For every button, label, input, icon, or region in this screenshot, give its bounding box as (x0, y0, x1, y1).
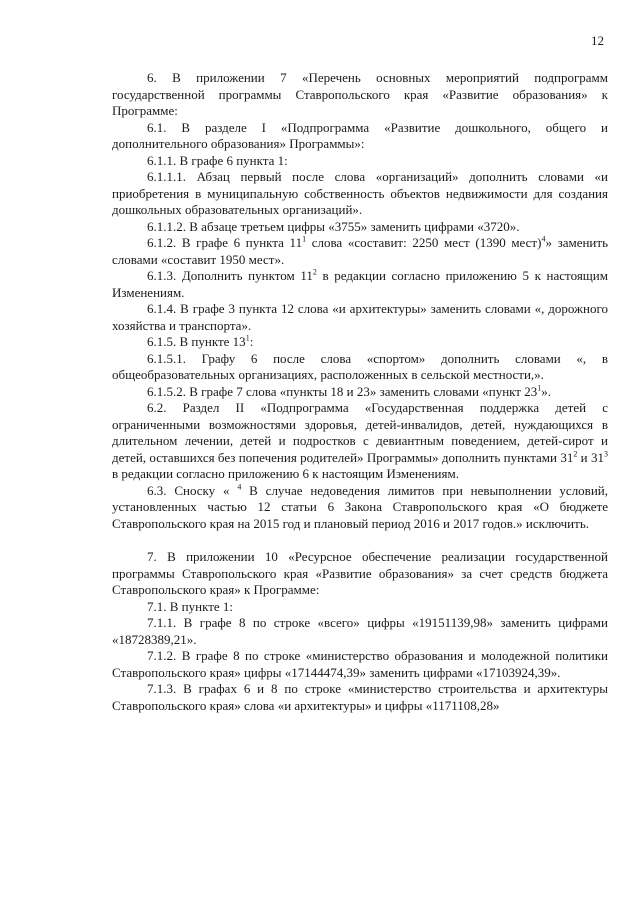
paragraph: 6.1.5.1. Графу 6 после слова «спортом» дополнить словами «, в общеобразовательных организациях, расположенных в сельской местности,». (112, 350, 608, 382)
superscript: 1 (537, 383, 542, 393)
text-run: 6.1.2. В графе 6 пункта 11 (147, 235, 303, 250)
paragraph: 7.1.1. В графе 8 по строке «всего» цифры «19151139,98» заменить цифрами «18728389,21». (112, 615, 608, 647)
superscript: 4 (541, 234, 546, 244)
document-body (112, 70, 608, 714)
text-run: 6.1.5.2. В графе 7 слова «пункты 18 и 23» заменить словами «пункт 23 (147, 383, 538, 399)
text-run: ». (541, 383, 551, 399)
superscript: 3 (604, 449, 608, 459)
superscript: 1 (302, 234, 307, 244)
text-run: слова «составит: 2250 мест (1390 мест) (306, 235, 542, 250)
superscript: 1 (245, 333, 250, 343)
paragraph (112, 268, 608, 301)
paragraph: 7.1.3. В графах 6 и 8 по строке «министерство строительства и архитектуры Ставропольского края» слова «и архитектуры» и цифры «1171108,28» (112, 681, 608, 713)
paragraph: 7.1.2. В графе 8 по строке «министерство образования и молодежной политики Ставропольского края» цифры «17144474,39» заменить цифрами «17103924,39». (112, 648, 608, 680)
paragraph (112, 334, 608, 351)
paragraph: 6.1.1.2. В абзаце третьем цифры «3755» заменить цифрами «3720». (147, 218, 520, 234)
superscript: 2 (573, 449, 578, 459)
paragraph (112, 483, 608, 533)
paragraph: 6.1.1.1. Абзац первый после слова «организаций» дополнить словами «и приобретения в муниципальную собственность объектов недвижимости для создания дошкольных образовательных организаций». (112, 169, 608, 217)
text-run: 6.3. Сноску « (147, 482, 238, 498)
paragraph: 6.1.1. В графе 6 пункта 1: (147, 152, 288, 168)
paragraph: 6. В приложении 7 «Перечень основных мероприятий подпрограмм государственной программы Ставропольского края «Развитие образования» к Программе: (112, 70, 608, 118)
text-run: в редакции согласно приложению 5 к настоящим Изменениям. (112, 268, 608, 300)
page-number: 12 (591, 33, 604, 48)
paragraph (112, 384, 608, 401)
text-run: » заменить словами «составит 1950 мест». (112, 235, 608, 267)
paragraph: 7. В приложении 10 «Ресурсное обеспечение реализации государственной программы Ставропольского края «Развитие образования» за счет средств бюджета Ставропольского края» к Программе: (112, 549, 608, 597)
paragraph: 6.1.4. В графе 3 пункта 12 слова «и архитектуры» заменить словами «, дорожного хозяйства и транспорта». (112, 301, 608, 333)
text-run: 6.1.3. Дополнить пунктом 11 (147, 268, 313, 283)
paragraph: 6.1. В разделе I «Подпрограмма «Развитие дошкольного, общего и дополнительного образования» Программы»: (112, 119, 608, 151)
superscript: 4 (237, 482, 242, 492)
text-run: 6.2. Раздел II «Подпрограмма «Государственная поддержка детей с ограниченными возможностями здоровья, детей-инвалидов, детей, нуждающихся в длительном лечении, детей и подростков с девиантным поведением, детей-сирот и детей, оставшихся без попечения родителей» Программы» дополнить пунктами 31 (112, 400, 608, 465)
paragraph: 7.1. В пункте 1: (147, 598, 234, 614)
text-run: В случае недоведения лимитов при невыполнении условий, установленных частью 12 статьи 6 Закона Ставропольского края «О бюджете Ставропольского края на 2015 год и плановый период 2016 и 2017 годов.» исключить. (112, 482, 608, 531)
paragraph (112, 400, 608, 483)
superscript: 2 (312, 267, 317, 277)
text-run: в редакции согласно приложению 6 к настоящим Изменениям. (112, 466, 459, 481)
text-run: и 31 (577, 449, 604, 465)
text-run: : (249, 334, 254, 349)
text-run: 6.1.5. В пункте 13 (147, 334, 246, 349)
paragraph (112, 235, 608, 268)
